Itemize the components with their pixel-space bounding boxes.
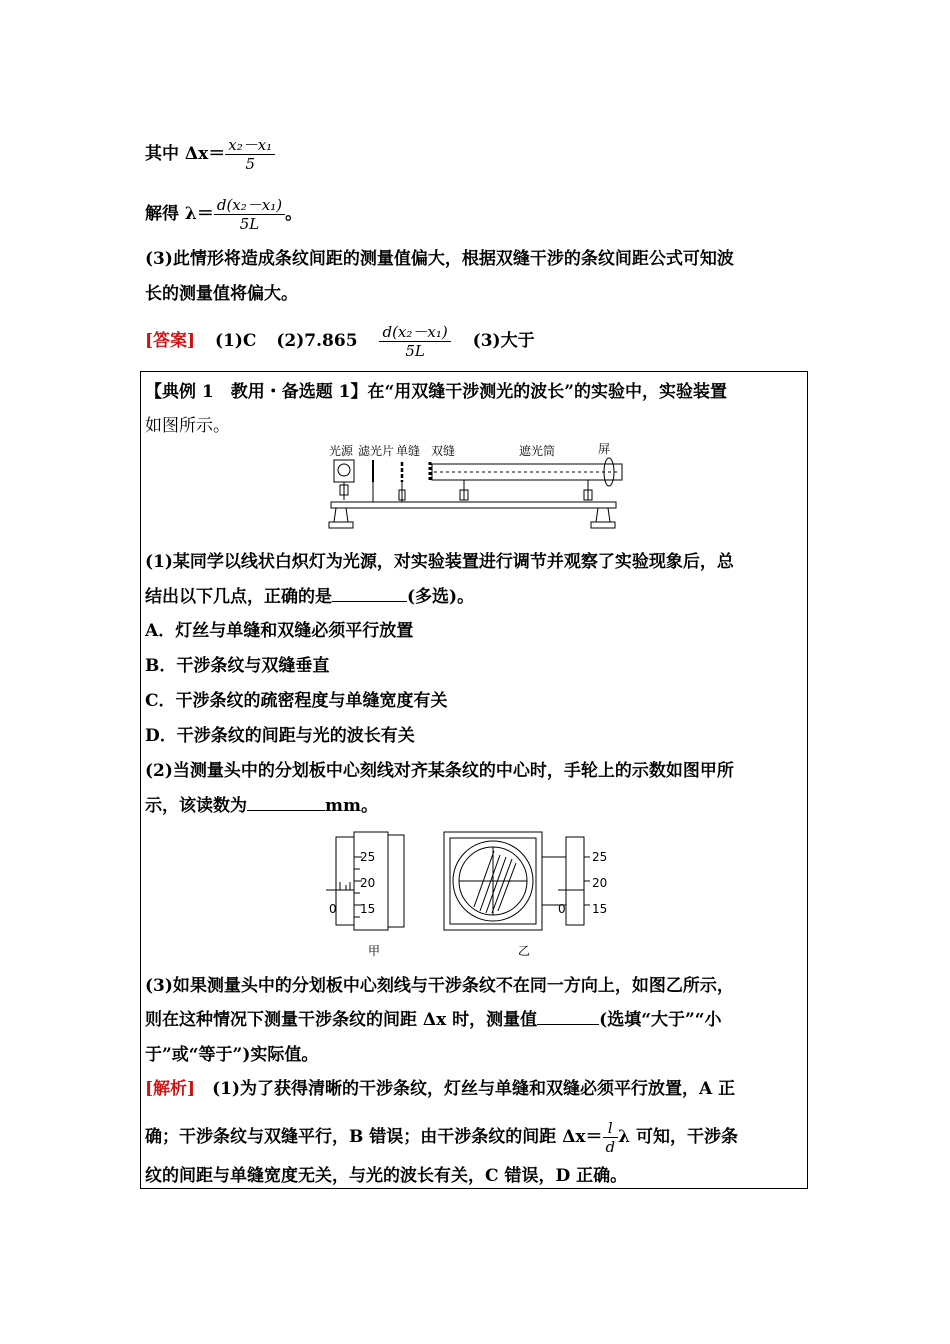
label-light-source: 光源 [329, 444, 354, 458]
delta-x-formula: 其中 Δx＝ $\frac{\text{x₂－x₁}}{5}$ [145, 136, 275, 173]
question-3-line3: 于”或“等于”)实际值。 [145, 1045, 319, 1065]
option-d[interactable]: D．干涉条纹的间距与光的波长有关 [145, 726, 415, 746]
tick-15-yi: 15 [592, 902, 608, 916]
question-1-line1: (1)某同学以线状白炽灯为光源，对实验装置进行调节并观察了实验现象后，总 [145, 552, 734, 572]
analysis-line2: 确；干涉条纹与双缝平行，B 错误；由干涉条纹的间距 Δx＝ $\frac{l}{d}$ λ 可知，干涉条 [145, 1119, 738, 1156]
micrometer-yi [444, 832, 590, 930]
answer-blank-3[interactable] [537, 1024, 599, 1025]
label-filter: 滤光片 [358, 444, 395, 458]
tick-25-jia: 25 [360, 850, 376, 864]
question-3-line2: 则在这种情况下测量干涉条纹的间距 Δx 时，测量值 (选填“大于”“小 [145, 1010, 722, 1030]
analysis-tag: [解析] [145, 1079, 196, 1099]
option-a[interactable]: A．灯丝与单缝和双缝必须平行放置 [145, 621, 414, 641]
answer-blank-2[interactable] [247, 810, 325, 811]
example-title: 【典例 1 教用・备选题 1】在“用双缝干涉测光的波长”的实验中，实验装置 [145, 382, 728, 402]
tick-20-jia: 20 [360, 876, 376, 890]
answer-fraction: $\frac{\text{d(x₂－x₁)}}{5L}$ [379, 323, 450, 360]
analysis-fraction: $\frac{l}{d}$ [603, 1119, 619, 1156]
fraction: $\frac{\text{x₂－x₁}}{5}$ [225, 136, 275, 173]
question-2-line2: 示，该读数为 mm。 [145, 796, 378, 816]
answer-blank-1[interactable] [332, 601, 407, 602]
question-3-line1: (3)如果测量头中的分划板中心刻线与干涉条纹不在同一方向上，如图乙所示， [145, 976, 734, 996]
example-box [140, 371, 808, 1189]
paragraph-3-line2: 长的测量值将偏大。 [145, 284, 298, 304]
tick-0-yi: 0 [558, 902, 566, 916]
tick-15-jia: 15 [360, 902, 376, 916]
label-screen: 屏 [598, 442, 611, 456]
label-single-slit: 单缝 [396, 444, 421, 458]
tick-25-yi: 25 [592, 850, 608, 864]
caption-jia: 甲 [368, 944, 381, 958]
answer-tag: [答案] [145, 331, 196, 351]
example-title-cont: 如图所示。 [145, 416, 230, 436]
tick-20-yi: 20 [592, 876, 608, 890]
apparatus-figure [326, 440, 626, 540]
analysis-line1: [解析] (1)为了获得清晰的干涉条纹，灯丝与单缝和双缝必须平行放置，A 正 [145, 1079, 736, 1099]
question-2-line1: (2)当测量头中的分划板中心刻线对齐某条纹的中心时，手轮上的示数如图甲所 [145, 761, 734, 781]
answer-line: [答案] (1)C (2)7.865 $\frac{\text{d(x₂－x₁)}}{5L}$ (3)大于 [145, 323, 535, 360]
paragraph-3-line1: (3)此情形将造成条纹间距的测量值偏大，根据双缝干涉的条纹间距公式可知波 [145, 249, 734, 269]
question-1-line2: 结出以下几点，正确的是 (多选)。 [145, 587, 475, 607]
option-b[interactable]: B．干涉条纹与双缝垂直 [145, 656, 330, 676]
micrometer-figures [326, 827, 626, 962]
analysis-line3: 纹的间距与单缝宽度无关，与光的波长有关，C 错误，D 正确。 [145, 1166, 628, 1186]
option-c[interactable]: C．干涉条纹的疏密程度与单缝宽度有关 [145, 691, 448, 711]
lambda-formula: 解得 λ＝ $\frac{\text{d(x₂－x₁)}}{5L}$ 。 [145, 196, 303, 233]
fraction: $\frac{\text{d(x₂－x₁)}}{5L}$ [214, 196, 285, 233]
label-double-slit: 双缝 [431, 444, 456, 458]
caption-yi: 乙 [518, 944, 531, 958]
light-source-lamp [334, 460, 354, 500]
label-tube: 遮光筒 [519, 444, 556, 458]
tick-0-jia: 0 [329, 902, 337, 916]
